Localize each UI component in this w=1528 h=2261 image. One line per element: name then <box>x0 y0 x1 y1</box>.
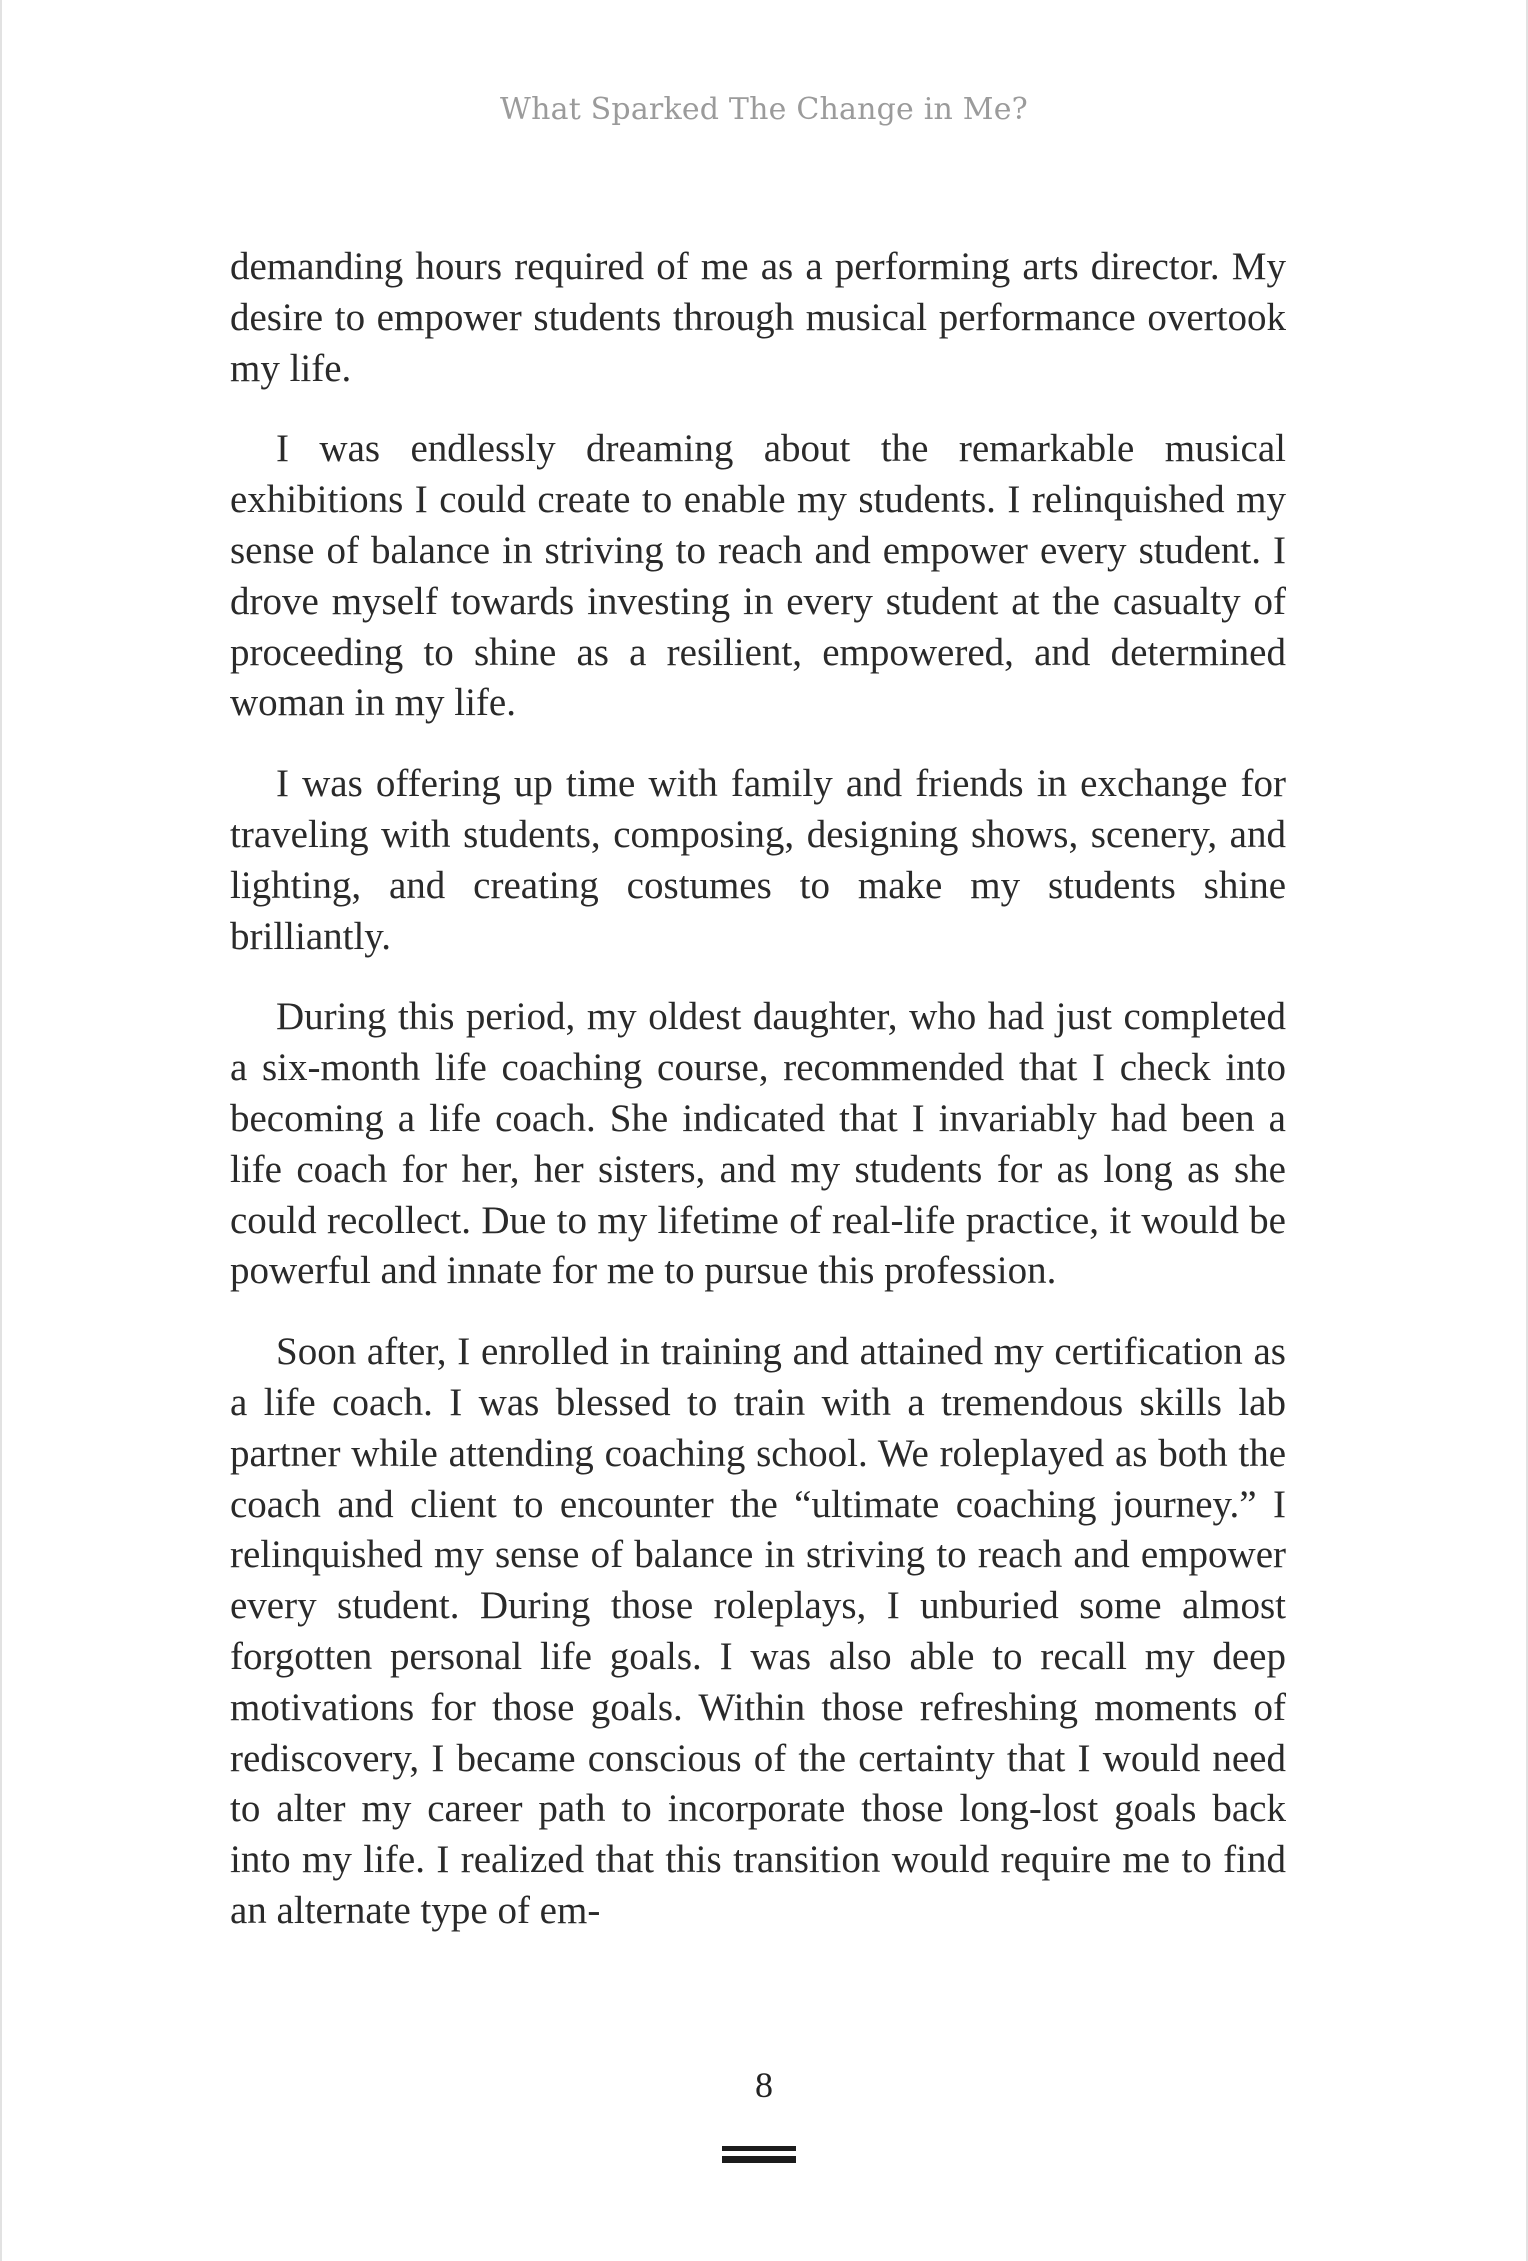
footer-double-rule-ornament <box>722 2146 796 2166</box>
paragraph-3: I was offering up time with family and friends in exchange for traveling with students, composing, designing shows, scenery, and lighting, and creating costumes to make my students shine brilliantly. <box>230 762 1286 958</box>
ornament-rule-bottom <box>722 2156 796 2163</box>
paragraph-5: Soon after, I enrolled in training and attained my certification as a life coach. I was blessed to train with a tremendous skills lab partner while attending coaching school. We roleplayed as both the coach and client to encounter the “ultimate coaching journey.” I relinquished my sense of balance in striving to reach and empower every student. During those roleplays, I unburied some almost forgotten personal life goals. I was also able to recall my deep motivations for those goals. Within those refreshing moments of rediscovery, I became conscious of the certainty that I would need to alter my career path to incorporate those long-lost goals back into my life. I realized that this transition would require me to find an alternate type of em- <box>230 1330 1286 1932</box>
paragraph-2: I was endlessly dreaming about the remarkable musical exhibitions I could create to enable my students. I relinquished my sense of balance in striving to reach and empower every student. I drove myself towards investing in every student at the casualty of proceeding to shine as a resilient, empowered, and determined woman in my life. <box>230 427 1286 725</box>
page-number: 8 <box>755 2065 773 2105</box>
paragraph-1: demanding hours required of me as a performing arts director. My desire to empower students through musical performance overtook my life. <box>230 245 1286 390</box>
ornament-rule-top <box>722 2146 796 2151</box>
running-header: What Sparked The Change in Me? <box>500 92 1028 127</box>
body-text <box>230 242 1286 1967</box>
paragraph-4: During this period, my oldest daughter, who had just completed a six-month life coaching course, recommended that I check into becoming a life coach. She indicated that I invariably had been a life coach for her, her sisters, and my students for as long as she could recollect. Due to my lifetime of real-life practice, it would be powerful and innate for me to pursue this profession. <box>230 995 1286 1293</box>
